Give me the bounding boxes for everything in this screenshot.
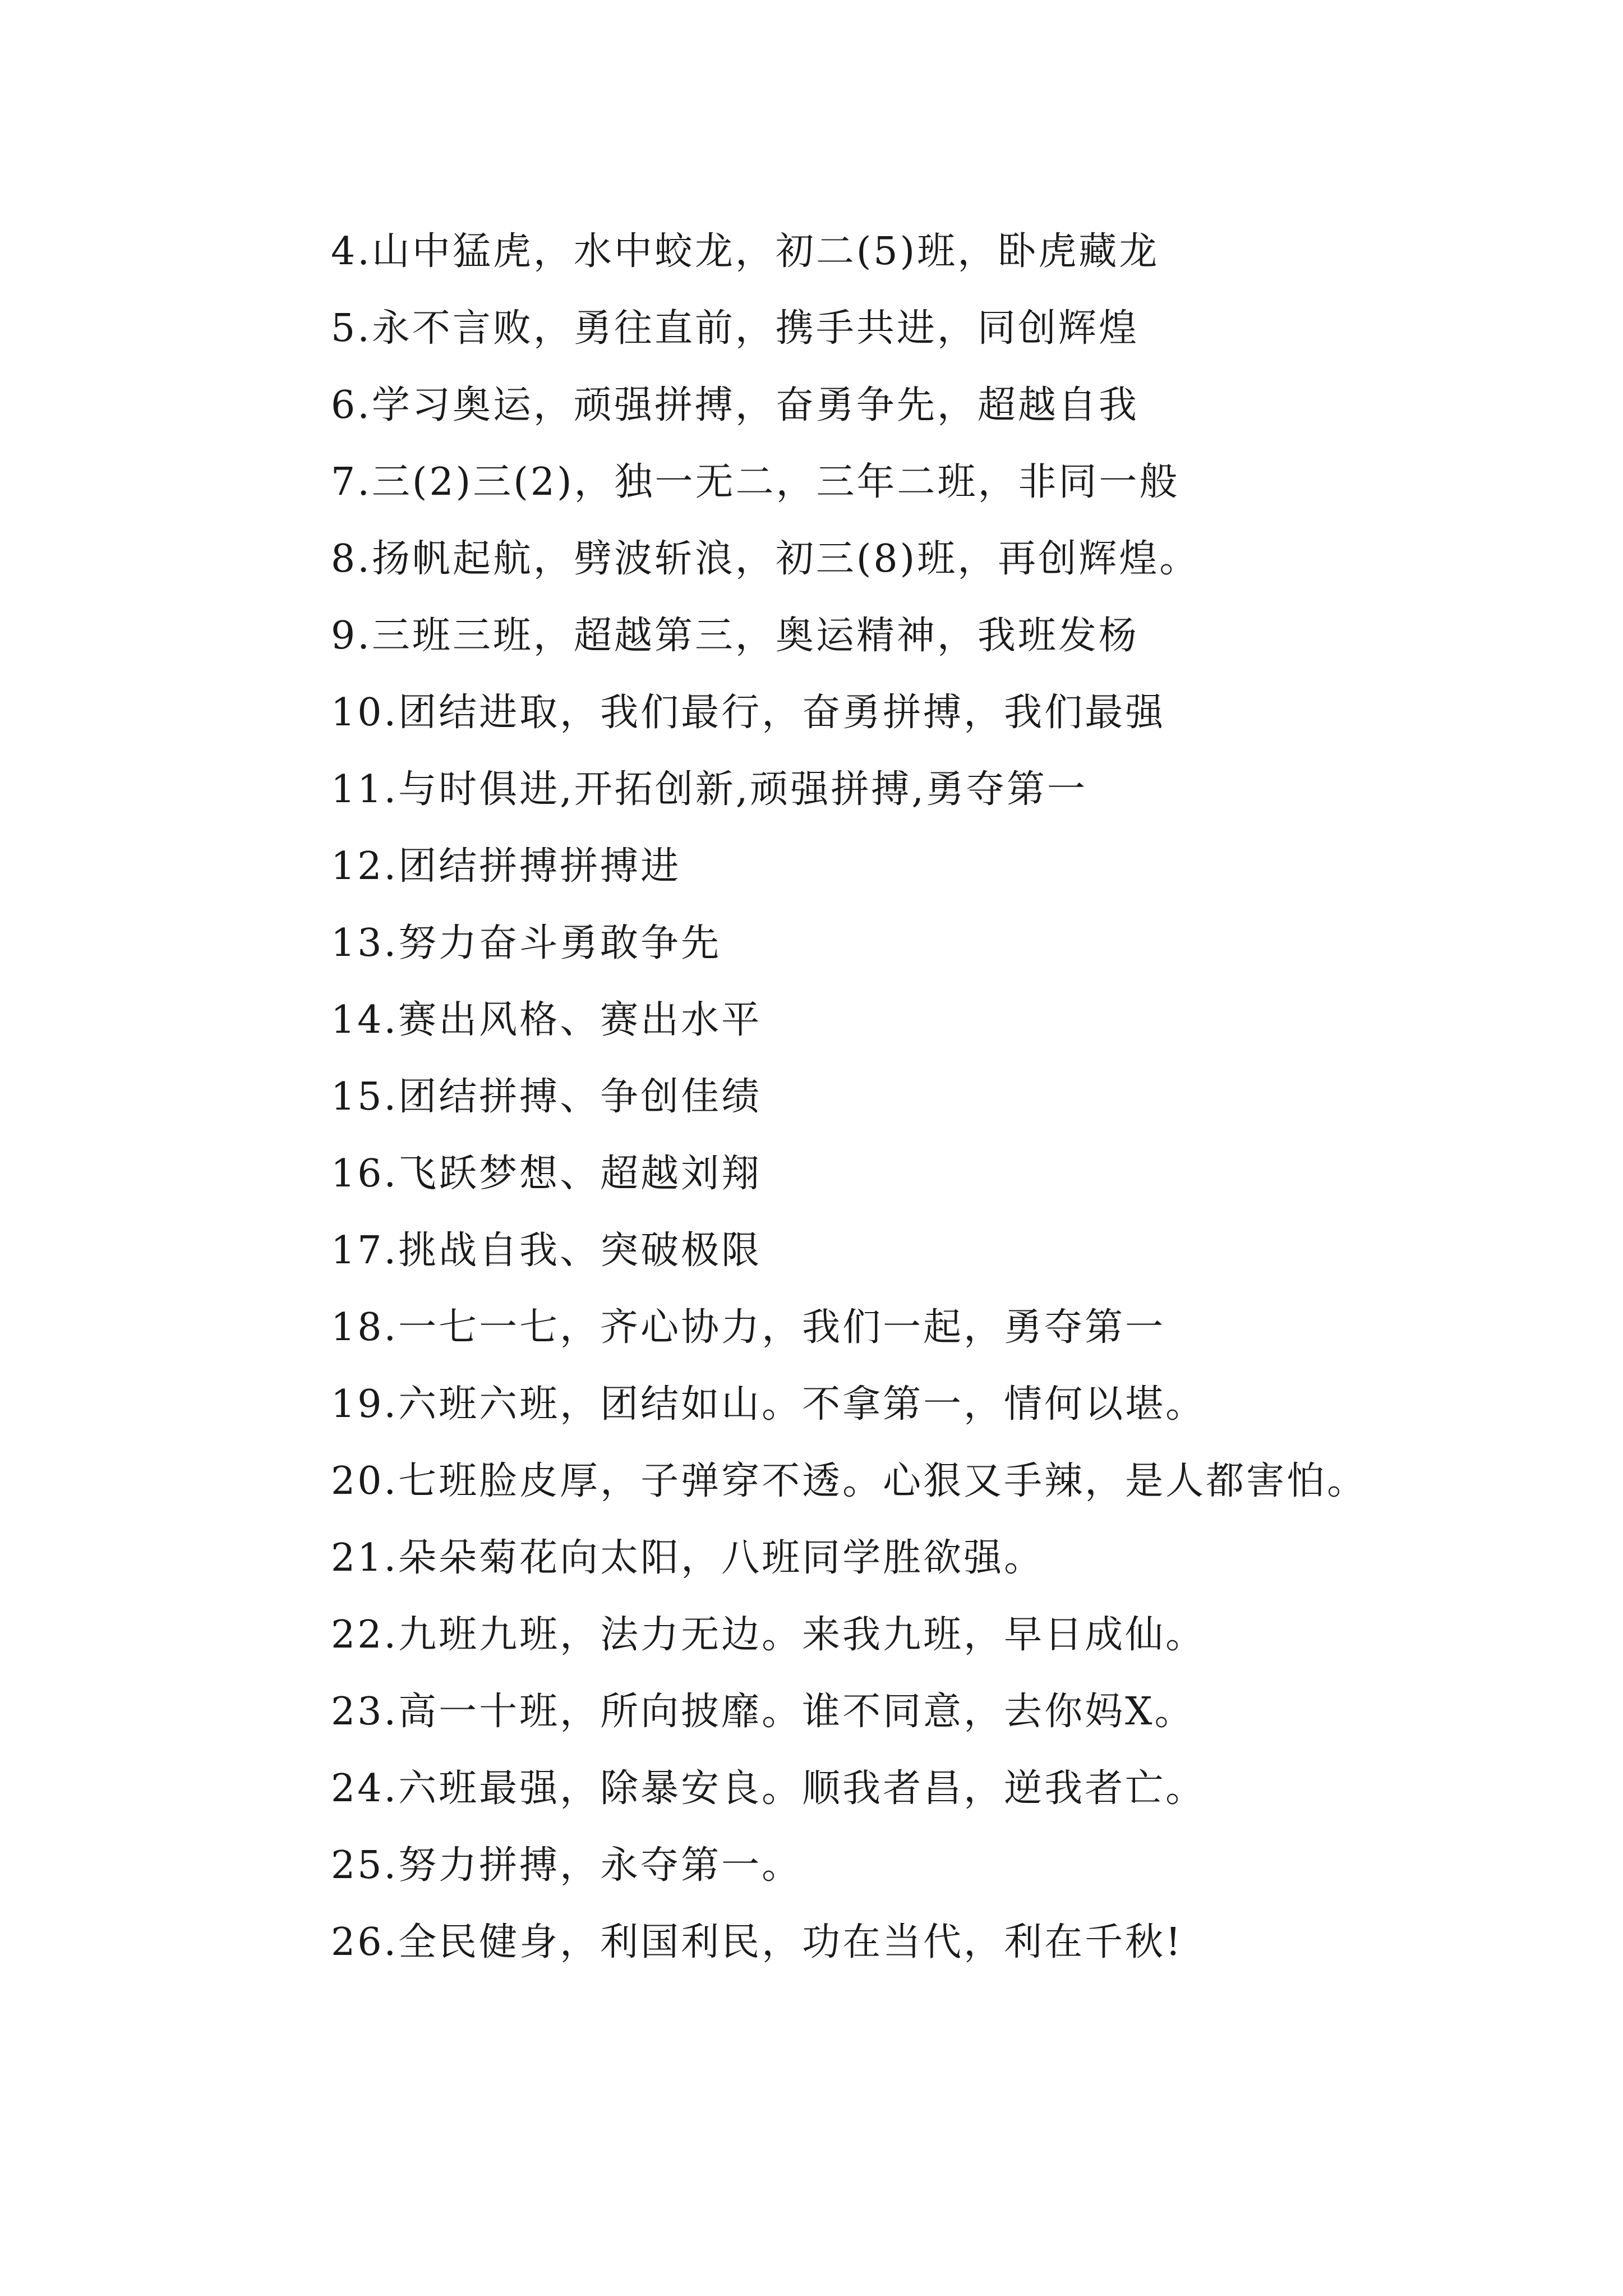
slogan-line-19: 19.六班六班，团结如山。不拿第一，情何以堪。 [331, 1382, 1206, 1427]
slogan-line-21: 21.朵朵菊花向太阳，八班同学胜欲强。 [331, 1536, 1045, 1580]
slogan-line-4: 4.山中猛虎，水中蛟龙，初二(5)班，卧虎藏龙 [331, 229, 1160, 274]
slogan-line-17: 17.挑战自我、突破极限 [331, 1228, 762, 1273]
slogan-line-5: 5.永不言败，勇往直前，携手共进，同创辉煌 [331, 306, 1139, 351]
slogan-line-23: 23.高一十班，所向披靡。谁不同意，去你妈X。 [331, 1690, 1195, 1734]
document-body [247, 213, 1385, 1981]
slogan-line-9: 9.三班三班，超越第三，奥运精神，我班发杨 [331, 614, 1139, 658]
slogan-line-6: 6.学习奥运，顽强拼搏，奋勇争先，超越自我 [331, 383, 1139, 427]
slogan-line-16: 16.飞跃梦想、超越刘翔 [331, 1152, 762, 1196]
slogan-line-22: 22.九班九班，法力无边。来我九班，早日成仙。 [331, 1613, 1206, 1657]
slogan-line-25: 25.努力拼搏，永夺第一。 [331, 1843, 803, 1888]
slogan-line-14: 14.赛出风格、赛出水平 [331, 998, 762, 1042]
slogan-line-15: 15.团结拼搏、争创佳绩 [331, 1075, 762, 1119]
slogan-line-8: 8.扬帆起航，劈波斩浪，初三(8)班，再创辉煌。 [331, 537, 1200, 581]
slogan-line-20: 20.七班脸皮厚，子弹穿不透。心狠又手辣，是人都害怕。 [331, 1459, 1368, 1503]
slogan-line-13: 13.努力奋斗勇敢争先 [331, 921, 722, 965]
slogan-line-24: 24.六班最强，除暴安良。顺我者昌，逆我者亡。 [331, 1766, 1206, 1811]
slogan-line-10: 10.团结进取，我们最行，奋勇拼搏，我们最强 [331, 691, 1166, 735]
slogan-line-7: 7.三(2)三(2)，独一无二，三年二班，非同一般 [331, 460, 1180, 504]
slogan-line-12: 12.团结拼搏拼搏进 [331, 844, 681, 889]
slogan-line-26: 26.全民健身，利国利民，功在当代，利在千秋! [331, 1920, 1183, 1964]
slogan-line-18: 18.一七一七，齐心协力，我们一起，勇夺第一 [331, 1305, 1166, 1350]
slogan-line-11: 11.与时俱进,开拓创新,顽强拼搏,勇夺第一 [331, 767, 1087, 812]
